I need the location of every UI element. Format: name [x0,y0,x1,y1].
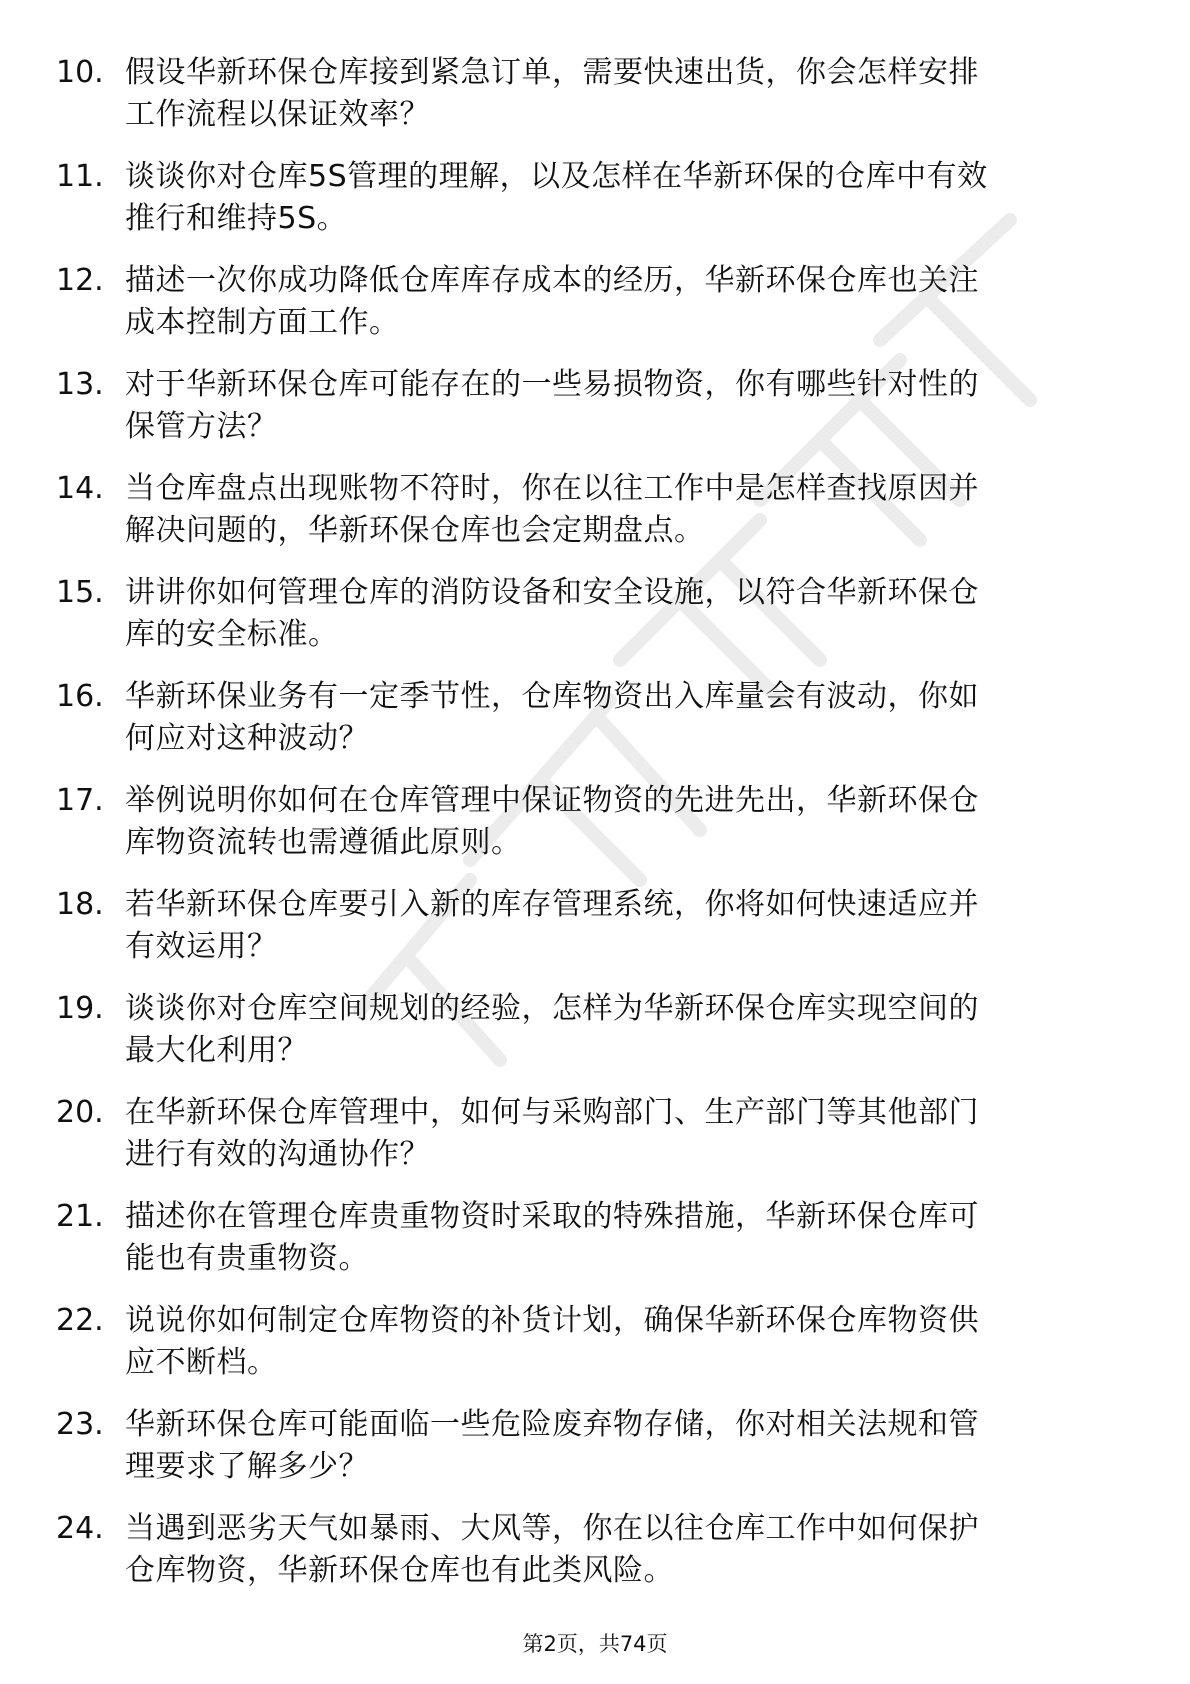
list-item [0,676,1190,780]
question-line: 解决问题的，华新环保仓库也会定期盘点。 [125,513,705,548]
question-text [125,1508,1125,1592]
question-number: 10. [56,55,104,90]
list-item [0,260,1190,364]
question-text [125,572,1125,656]
question-text [125,1196,1125,1280]
question-line: 谈谈你对仓库5S管理的理解，以及怎样在华新环保的仓库中有效 [125,159,988,194]
question-line: 当仓库盘点出现账物不符时，你在以往工作中是怎样查找原因并 [125,471,979,506]
question-line: 谈谈你对仓库空间规划的经验，怎样为华新环保仓库实现空间的 [125,991,979,1026]
page-footer: 第2页，共74页 [522,1632,668,1656]
question-text [125,156,1125,240]
question-number: 22. [56,1303,104,1338]
question-line: 华新环保业务有一定季节性，仓库物资出入库量会有波动，你如 [125,679,979,714]
question-line: 库物资流转也需遵循此原则。 [125,825,522,860]
question-line: 库的安全标准。 [125,617,339,652]
question-line: 当遇到恶劣天气如暴雨、大风等，你在以往仓库工作中如何保护 [125,1511,979,1546]
question-text [125,988,1125,1072]
question-number: 16. [56,679,104,714]
question-number: 13. [56,367,104,402]
question-line: 应不断档。 [125,1345,278,1380]
question-line: 描述一次你成功降低仓库库存成本的经历，华新环保仓库也关注 [125,263,979,298]
question-list [0,52,1190,1612]
list-item [0,572,1190,676]
list-item [0,468,1190,572]
question-line: 说说你如何制定仓库物资的补货计划，确保华新环保仓库物资供 [125,1303,979,1338]
question-text [125,1092,1125,1176]
list-item [0,1404,1190,1508]
question-number: 12. [56,263,104,298]
question-line: 在华新环保仓库管理中，如何与采购部门、生产部门等其他部门 [125,1095,979,1130]
question-line: 若华新环保仓库要引入新的库存管理系统，你将如何快速适应并 [125,887,979,922]
question-number: 15. [56,575,104,610]
question-line: 仓库物资，华新环保仓库也有此类风险。 [125,1553,674,1588]
question-text [125,364,1125,448]
question-text [125,468,1125,552]
question-line: 举例说明你如何在仓库管理中保证物资的先进先出，华新环保仓 [125,783,979,818]
question-line: 讲讲你如何管理仓库的消防设备和安全设施，以符合华新环保仓 [125,575,979,610]
question-line: 何应对这种波动？ [125,721,369,756]
question-text [125,676,1125,760]
question-line: 进行有效的沟通协作？ [125,1137,430,1172]
question-line: 最大化利用？ [125,1033,308,1068]
question-line: 理要求了解多少？ [125,1449,369,1484]
question-number: 18. [56,887,104,922]
question-number: 14. [56,471,104,506]
list-item [0,1508,1190,1612]
list-item [0,988,1190,1092]
question-text [125,1300,1125,1384]
question-text [125,1404,1125,1488]
question-number: 19. [56,991,104,1026]
question-line: 有效运用？ [125,929,278,964]
question-line: 保管方法？ [125,409,278,444]
question-number: 17. [56,783,104,818]
list-item [0,1092,1190,1196]
question-number: 21. [56,1199,104,1234]
question-text [125,260,1125,344]
list-item [0,52,1190,156]
list-item [0,884,1190,988]
question-line: 推行和维持5S。 [125,201,348,236]
question-text [125,52,1125,136]
question-text [125,884,1125,968]
list-item [0,156,1190,260]
question-number: 20. [56,1095,104,1130]
list-item [0,1300,1190,1404]
list-item [0,1196,1190,1300]
question-line: 描述你在管理仓库贵重物资时采取的特殊措施，华新环保仓库可 [125,1199,979,1234]
list-item [0,364,1190,468]
question-line: 对于华新环保仓库可能存在的一些易损物资，你有哪些针对性的 [125,367,979,402]
question-number: 23. [56,1407,104,1442]
question-line: 工作流程以保证效率？ [125,97,430,132]
list-item [0,780,1190,884]
question-line: 能也有贵重物资。 [125,1241,369,1276]
question-line: 假设华新环保仓库接到紧急订单，需要快速出货，你会怎样安排 [125,55,979,90]
question-number: 24. [56,1511,104,1546]
question-line: 华新环保仓库可能面临一些危险废弃物存储，你对相关法规和管 [125,1407,979,1442]
question-number: 11. [56,159,104,194]
question-text [125,780,1125,864]
question-line: 成本控制方面工作。 [125,305,400,340]
